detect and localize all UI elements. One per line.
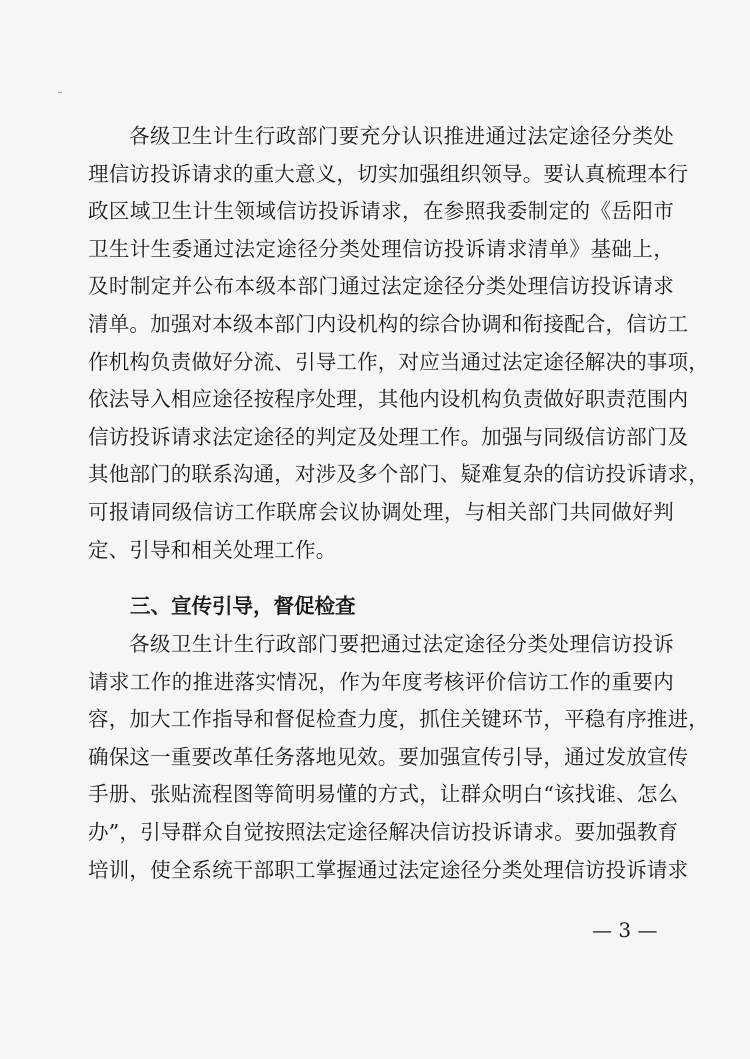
paragraph-line: 确保这一重要改革任务落地见效。要加强宣传引导，通过发放宣传 [88,744,689,769]
paragraph-line: 政区域卫生计生领域信访投诉请求，在参照我委制定的《岳阳市 [88,199,674,224]
paragraph-line: 各级卫生计生行政部门要把通过法定途径分类处理信访投诉 [129,632,674,656]
paragraph-line: 请求工作的推进落实情况，作为年度考核评价信访工作的重要内 [88,669,674,694]
paragraph-line: 清单。加强对本级本部门内设机构的综合协调和衔接配合，信访工 [88,311,689,336]
paragraph-line: 依法导入相应途径按程序处理，其他内设机构负责做好职责范围内 [88,387,689,412]
paragraph-line: 作机构负责做好分流、引导工作，对应当通过法定途径解决的事项， [88,349,709,374]
paragraph-line: 其他部门的联系沟通，对涉及多个部门、疑难复杂的信访投诉请求， [88,462,709,487]
section-heading: 三、宣传引导，督促检查 [130,594,356,618]
page-number: — 3 — [592,918,658,942]
paragraph-line: 容，加大工作指导和督促检查力度，抓住关键环节，平稳有序推进， [88,707,709,732]
scan-speck [58,92,62,93]
paragraph-line: 可报请同级信访工作联席会议协调处理，与相关部门共同做好判 [88,499,674,524]
paragraph-line: 各级卫生计生行政部门要充分认识推进通过法定途径分类处 [129,124,674,148]
paragraph-line: 信访投诉请求法定途径的判定及处理工作。加强与同级信访部门及 [88,424,689,449]
paragraph-line: 定、引导和相关处理工作。 [88,537,337,562]
paragraph-publicity-supervision [88,626,709,889]
paragraph-line: 理信访投诉请求的重大意义，切实加强组织领导。要认真梳理本行 [88,161,689,186]
paragraph-line: 手册、张贴流程图等简明易懂的方式，让群众明白“该找谁、怎么 [88,782,679,807]
paragraph-line: 培训，使全系统干部职工掌握通过法定途径分类处理信访投诉请求 [88,857,689,882]
paragraph-line: 及时制定并公布本级本部门通过法定途径分类处理信访投诉请求 [88,274,674,299]
paragraph-line: 办”，引导群众自觉按照法定途径解决信访投诉请求。要加强教育 [88,819,679,844]
paragraph-organization-leadership [88,118,709,569]
paragraph-line: 卫生计生委通过法定途径分类处理信访投诉请求清单》基础上， [88,236,674,261]
